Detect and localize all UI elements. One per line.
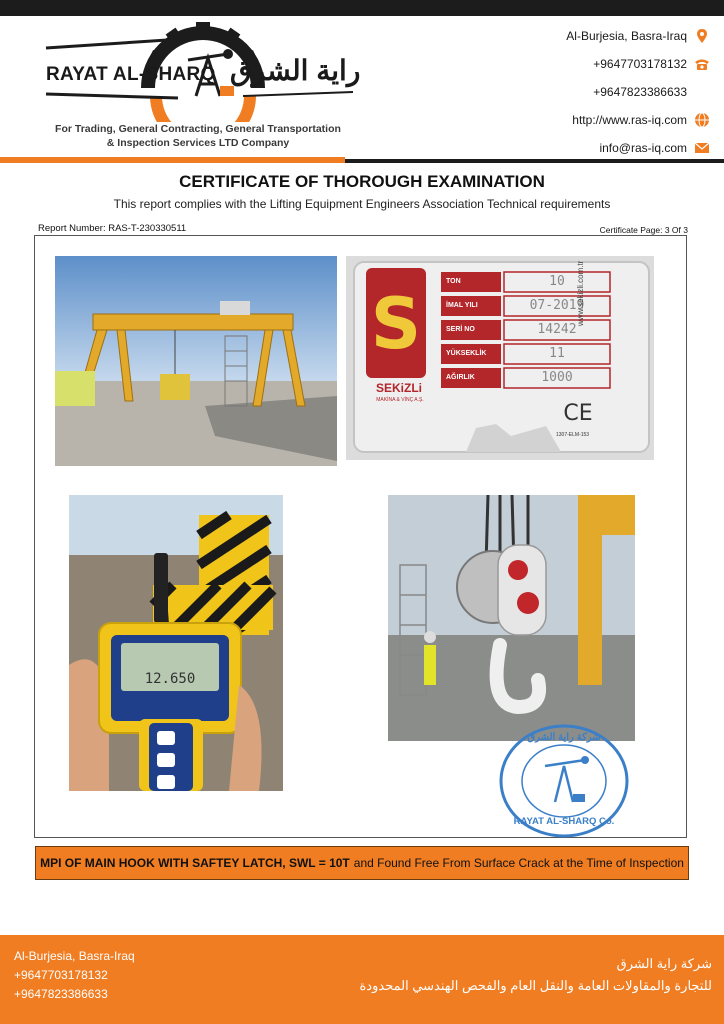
footer-phone-1: +9647703178132 xyxy=(14,968,108,982)
nameplate-value: 1000 xyxy=(541,370,573,385)
tagline-line-1: For Trading, General Contracting, General Transportation xyxy=(55,123,341,135)
svg-text:S: S xyxy=(370,283,422,365)
nameplate-value: 10 xyxy=(549,274,565,289)
nameplate-brand-sub: MAKİNA & VİNÇ A.Ş. xyxy=(376,397,424,403)
photo-mpi-meter xyxy=(69,495,283,791)
nameplate-label: TON xyxy=(446,278,461,285)
meter-reading: 12.650 xyxy=(144,671,196,687)
svg-text:CE: CE xyxy=(563,401,593,426)
caption-bold: MPI OF MAIN HOOK WITH SAFTEY LATCH, SWL = 10T xyxy=(40,856,350,870)
nameplate-label: YÜKSEKLİK xyxy=(446,350,487,357)
photo-main-hook xyxy=(388,495,635,741)
contact-email[interactable]: info@ras-iq.com xyxy=(480,134,710,162)
footer-arabic-line-2: للتجارة والمقاولات العامة والنقل العام والفحص الهندسي المحدودة xyxy=(359,978,712,993)
nameplate-label: AĞIRLIK xyxy=(446,374,475,381)
page-subtitle: This report complies with the Lifting Equipment Engineers Association Technical requirements xyxy=(113,197,611,211)
contact-address: Al-Burjesia, Basra-Iraq xyxy=(480,22,710,50)
company-logo xyxy=(28,18,368,158)
page-footer xyxy=(0,935,724,1024)
nameplate-value: 11 xyxy=(549,346,565,361)
contact-phone-2[interactable]: +9647823386633 xyxy=(593,85,687,99)
nameplate-cert-code: 1307-ELM-153 xyxy=(556,432,590,438)
footer-arabic-line-1: شركة راية الشرق xyxy=(616,956,712,971)
header-divider-dark xyxy=(345,159,724,163)
header-contacts xyxy=(480,22,710,162)
nameplate-website: www.sekizli.com.tr xyxy=(576,260,585,326)
page-title: CERTIFICATE OF THOROUGH EXAMINATION xyxy=(179,172,545,191)
nameplate-brand: SEKiZLi xyxy=(375,381,422,395)
nameplate-values xyxy=(504,272,610,392)
contact-phone-1[interactable]: +9647703178132 xyxy=(480,50,710,78)
report-number: Report Number: RAS-T-230330511 xyxy=(38,223,187,234)
phone-icon xyxy=(694,56,710,72)
tagline-line-2: & Inspection Services LTD Company xyxy=(106,137,290,149)
globe-icon xyxy=(694,112,710,128)
certificate-page: Certificate Page: 3 Of 3 xyxy=(599,225,688,235)
brand-name-arabic: راية الشرق xyxy=(230,55,361,86)
envelope-icon xyxy=(694,140,710,156)
photo-gantry-crane xyxy=(55,256,337,466)
footer-phone-2: +9647823386633 xyxy=(14,987,108,1001)
location-pin-icon xyxy=(694,28,710,44)
stamp-arabic-text: شركة راية الشرق xyxy=(527,732,601,743)
footer-address: Al-Burjesia, Basra-Iraq xyxy=(14,949,135,963)
caption-rest: and Found Free From Surface Crack at the Time of Inspection xyxy=(353,856,684,870)
inspection-caption xyxy=(35,846,689,880)
nameplate-value: 14242 xyxy=(537,322,577,337)
top-dark-bar xyxy=(0,0,724,16)
footer-contacts xyxy=(14,947,135,1004)
footer-company-arabic xyxy=(360,953,713,997)
nameplate-value: 07-2019 xyxy=(529,298,585,313)
photo-nameplate xyxy=(346,256,654,460)
company-stamp xyxy=(497,722,631,840)
nameplate-labels xyxy=(441,272,501,392)
nameplate-label: İMAL YILI xyxy=(446,302,478,309)
contact-website[interactable]: http://www.ras-iq.com xyxy=(480,106,710,134)
header-divider-orange xyxy=(0,157,345,163)
stamp-english-text: RAYAT AL-SHARQ Co. xyxy=(513,816,615,827)
brand-name-english: RAYAT AL-SHARQ xyxy=(46,64,216,85)
company-tagline xyxy=(28,122,368,150)
nameplate-label: SERİ NO xyxy=(446,326,475,333)
